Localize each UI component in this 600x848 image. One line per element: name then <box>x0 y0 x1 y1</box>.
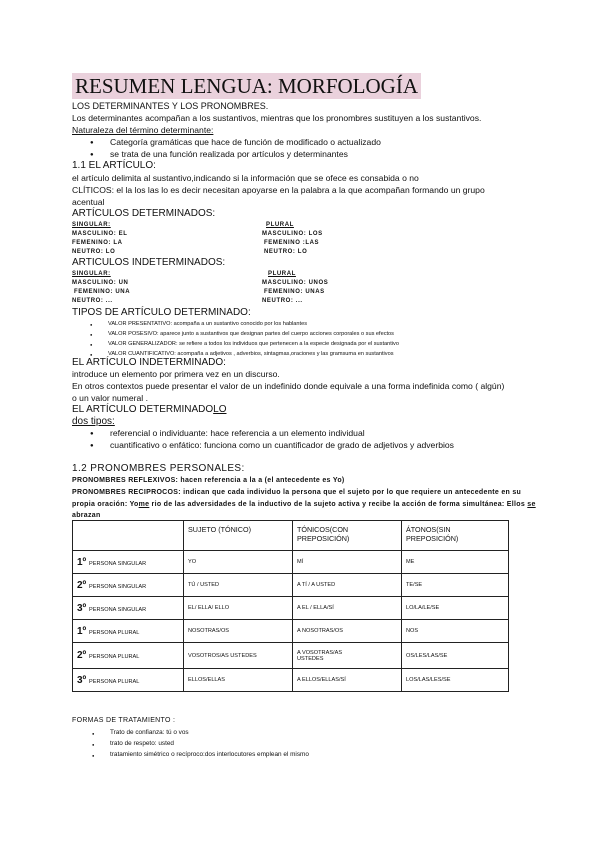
table-header-cell: ÁTONOS(SIN PREPOSICIÓN) <box>402 521 509 551</box>
table-cell: A TÍ / A USTED <box>293 574 402 597</box>
persona-cell: 2º PERSONA SINGULAR <box>73 574 184 597</box>
indet-plur-row: NEUTRO: ... <box>262 298 303 304</box>
list-item: ● se trata de una función realizada por artículos y determinantes <box>110 149 348 160</box>
table-header-cell: SUJETO (TÓNICO) <box>184 521 293 551</box>
table-cell: LO/LA/LE/SE <box>402 597 509 620</box>
table-cell: NOSOTRAS/OS <box>184 620 293 643</box>
table-cell: TE/SE <box>402 574 509 597</box>
cliticos-text-cont: acentual <box>72 197 105 207</box>
det-heading: ARTÍCULOS DETERMINADOS: <box>72 208 216 219</box>
art-lo-heading: EL ARTÍCULO DETERMINADOLO <box>72 404 227 415</box>
table-cell: TÚ / USTED <box>184 574 293 597</box>
list-item: ● cuantificativo o enfático: funciona como un cuantificador de grado de adjetivos y adverbios <box>110 440 454 451</box>
persona-cell: 3º PERSONA SINGULAR <box>73 597 184 620</box>
table-header-cell: TÓNICOS(CON PREPOSICIÓN) <box>293 521 402 551</box>
pronombres-heading: 1.2 PRONOMBRES PERSONALES: <box>72 463 245 474</box>
persona-cell: 1º PERSONA SINGULAR <box>73 551 184 574</box>
persona-cell: 1º PERSONA PLURAL <box>73 620 184 643</box>
page-title: RESUMEN LENGUA: MORFOLOGÍA <box>72 73 421 99</box>
table-row <box>73 643 509 669</box>
table-row <box>73 620 509 643</box>
indet-plural-label: PLURAL <box>268 271 296 277</box>
indet-heading: ARTICULOS INDETERMINADOS: <box>72 257 226 268</box>
cliticos-text: CLÍTICOS: el la los las lo es decir necesitan apoyarse en la palabra a la que acompañan formando un grupo <box>72 185 485 195</box>
reciprocos-text-cont: propia oración: Yome rio de las adversidades de la inductivo de la sujeto activa y recibe la acción de forma simultánea: Ellos se <box>72 501 536 508</box>
table-cell: OS/LES/LAS/SE <box>402 643 509 669</box>
table-row <box>73 574 509 597</box>
indet-sing-row: FEMENINO: UNA <box>74 289 131 295</box>
det-plur-row: MASCULINO: LOS <box>262 231 323 237</box>
det-plur-row: NEUTRO: LO <box>264 249 308 255</box>
indet-singular-label: SINGULAR: <box>72 271 111 277</box>
dos-tipos-heading: dos tipos: <box>72 416 115 427</box>
persona-cell: 2º PERSONA PLURAL <box>73 643 184 669</box>
table-cell: A NOSOTRAS/OS <box>293 620 402 643</box>
art-lo-word: LO <box>213 404 227 415</box>
table-cell: LOS/LAS/LES/SE <box>402 669 509 692</box>
indet-plur-row: FEMENINO: UNAS <box>264 289 325 295</box>
table-cell: ELLOS/ELLAS <box>184 669 293 692</box>
indet-sing-row: NEUTRO: ... <box>72 298 113 304</box>
tipo-item: ● VALOR GENERALIZADOR: se refiere a todos los individuos que pertenecen a la especie designada por el sustantivo <box>108 340 399 348</box>
list-item: ● Categoría gramáticas que hace de función de modificado o actualizado <box>110 137 381 148</box>
table-row <box>73 551 509 574</box>
indet-context-cont: o un valor numeral . <box>72 393 148 403</box>
articulo-heading: 1.1 EL ARTÍCULO: <box>72 160 156 171</box>
det-sing-row: MASCULINO: EL <box>72 231 128 237</box>
tipo-item: ● VALOR PRESENTATIVO: acompaña a un sustantivo conocido por los hablantes <box>108 320 307 328</box>
formas-heading: FORMAS DE TRATAMIENTO : <box>72 717 176 724</box>
table-cell: EL/ ELLA/ ELLO <box>184 597 293 620</box>
tipo-item: ● VALOR POSESIVO: aparece junto a sustantivos que designan partes del cuerpo acciones corporales o sus efectos <box>108 330 394 338</box>
det-plural-label: PLURAL <box>266 222 294 228</box>
table-cell: A EL / ELLA/SÍ <box>293 597 402 620</box>
reflexivos-text: PRONOMBRES REFLEXIVOS: hacen referencia a la a (el antecedente es Yo) <box>72 477 345 484</box>
list-item: ● referencial o individuante: hace referencia a un elemento individual <box>110 428 365 439</box>
intro-text: Los determinantes acompañan a los sustantivos, mientras que los pronombres sustituyen a los sustantivos. <box>72 113 482 123</box>
table-cell: VOSOTROS/AS USTEDES <box>184 643 293 669</box>
table-header-row <box>73 521 509 551</box>
art-indet-heading: EL ARTÍCULO INDETERMINADO: <box>72 357 226 368</box>
table-row <box>73 597 509 620</box>
det-singular-label: SINGULAR: <box>72 222 111 228</box>
det-plur-row: FEMENINO :LAS <box>264 240 320 246</box>
indet-plur-row: MASCULINO: UNOS <box>262 280 329 286</box>
table-cell: NOS <box>402 620 509 643</box>
det-sing-row: FEMENINO: LA <box>72 240 123 246</box>
section-heading-determinantes: LOS DETERMINANTES Y LOS PRONOMBRES. <box>72 101 269 111</box>
table-cell: A VOSOTRAS/AS USTEDES <box>293 643 402 669</box>
reciprocos-text: PRONOMBRES RECIPROCOS: indican que cada individuo la persona que el sujeto por lo que requiere un antecedente en su <box>72 489 522 496</box>
indet-context: En otros contextos puede presentar el valor de un indefinido donde equivale a una forma indefinida como ( algún) <box>72 381 505 391</box>
naturaleza-heading: Naturaleza del término determinante: <box>72 125 214 135</box>
det-sing-row: NEUTRO: LO <box>72 249 116 255</box>
pronouns-table <box>72 520 509 692</box>
tipos-heading: TIPOS DE ARTÍCULO DETERMINADO: <box>72 307 251 318</box>
table-cell: MÍ <box>293 551 402 574</box>
table-row <box>73 669 509 692</box>
table-header-cell <box>73 521 184 551</box>
list-item: ● trato de respeto: usted <box>110 740 174 748</box>
table-cell: ME <box>402 551 509 574</box>
table-cell: YO <box>184 551 293 574</box>
table-cell: A ELLOS/ELLAS/SÍ <box>293 669 402 692</box>
list-item: ● Trato de confianza: tú o vos <box>110 729 189 737</box>
articulo-text: el artículo delimita al sustantivo,indicando si la información que se ofece es consabida o no <box>72 173 419 183</box>
persona-cell: 3º PERSONA PLURAL <box>73 669 184 692</box>
indet-sing-row: MASCULINO: UN <box>72 280 129 286</box>
indet-intro: introduce un elemento por primera vez en un discurso. <box>72 369 280 379</box>
list-item: ● tratamiento simétrico o recíproco:dos interlocutores emplean el mismo <box>110 751 309 759</box>
tipo-item: ● VALOR CUANTIFICATIVO: acompaña a adjetivos , adverbios, sintagmas,oraciones y las gramsuma en sustantivos <box>108 350 394 358</box>
reciprocos-text-end: abrazan <box>72 512 101 519</box>
